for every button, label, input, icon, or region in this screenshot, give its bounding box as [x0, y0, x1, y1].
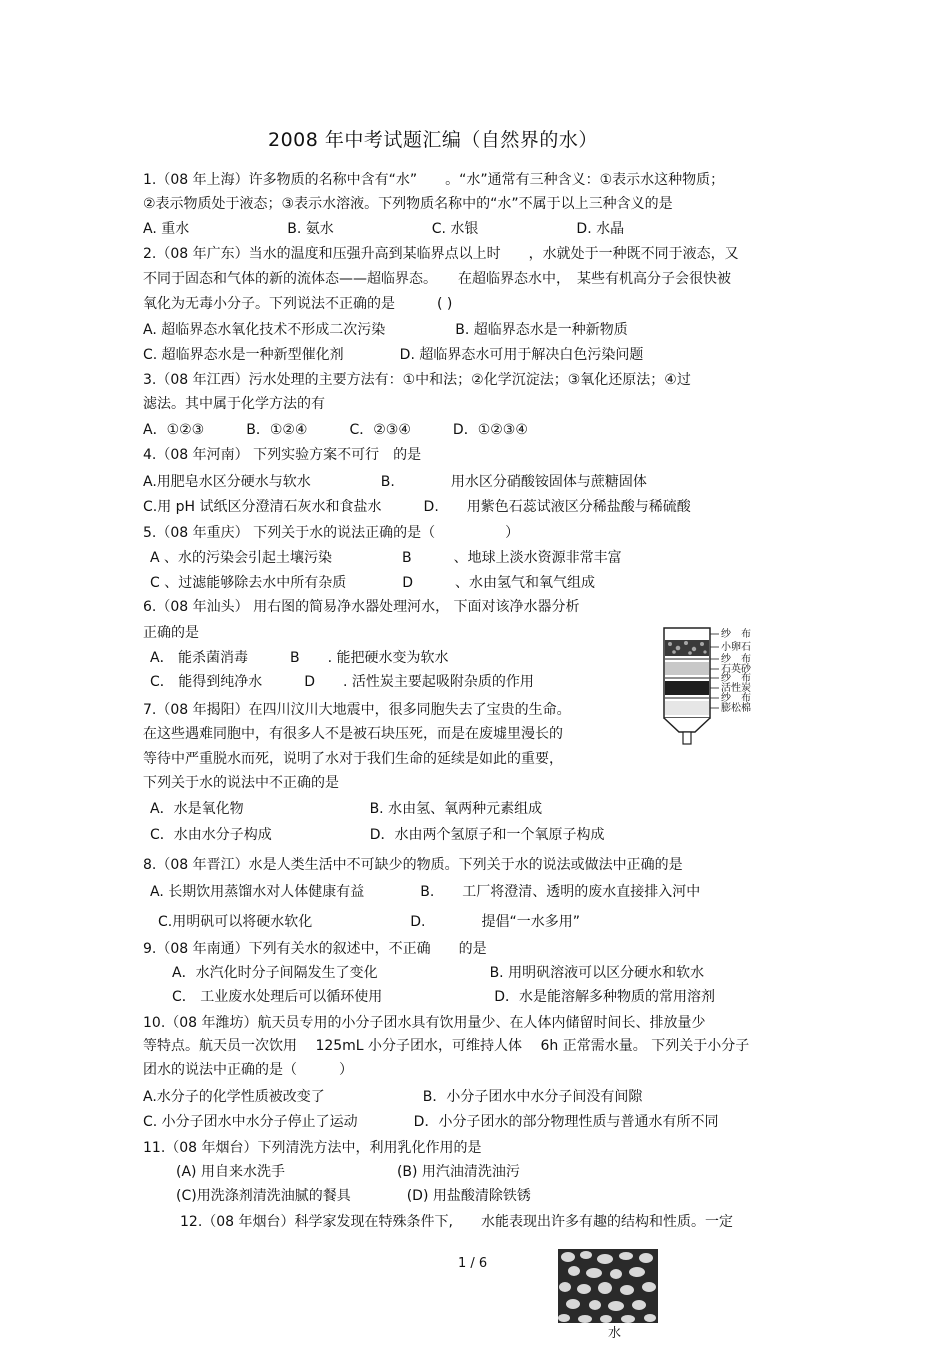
question-8-options-ab: A. 长期饮用蒸馏水对人体健康有益 B. 工厂将澄清、透明的废水直接排入河中	[150, 884, 701, 900]
question-2-line-2: 不同于固态和气体的新的流体态——超临界态。 在超临界态水中， 某些有机高分子会很快被	[143, 271, 731, 287]
question-1-line-2: ②表示物质处于液态；③表示水溶液。下列物质名称中的“水”不属于以上三种含义的是	[143, 196, 673, 212]
question-5-options-cd: C 、过滤能够除去水中所有杂质 D 、水由氢气和氧气组成	[150, 575, 596, 591]
filter-label-cotton: 膨松棉	[721, 703, 751, 714]
image-caption: 水	[608, 1326, 622, 1341]
question-9-stem: 9.（08 年南通）下列有关水的叙述中，不正确 的是	[143, 941, 487, 957]
question-5-options-ab: A 、水的污染会引起土壤污染 B 、地球上淡水资源非常丰富	[150, 550, 622, 566]
question-5-stem: 5.（08 年重庆） 下列关于水的说法正确的是（ ）	[143, 525, 520, 541]
question-2-options-ab: A. 超临界态水氧化技术不形成二次污染 B. 超临界态水是一种新物质	[143, 322, 628, 338]
page-title: 2008 年中考试题汇编（自然界的水）	[268, 129, 598, 151]
question-7-line-4: 下列关于水的说法中不正确的是	[143, 775, 339, 791]
question-6-line-2: 正确的是	[143, 625, 199, 641]
question-2-line-1: 2.（08 年广东）当水的温度和压强升高到某临界点以上时 ，水就处于一种既不同于液态，又	[143, 246, 739, 262]
water-structure-texture	[558, 1249, 658, 1323]
water-filter-drawing	[655, 622, 775, 752]
question-1-options: A. 重水 B. 氨水 C. 水银 D. 水晶	[143, 221, 625, 237]
question-3-line-1: 3.（08 年江西）污水处理的主要方法有：①中和法；②化学沉淀法；③氧化还原法；④过	[143, 372, 691, 388]
question-8-options-cd: C.用明矾可以将硬水软化 D. 提倡“一水多用”	[158, 914, 580, 930]
question-10-options-cd: C. 小分子团水中水分子停止了运动 D．小分子团水的部分物理性质与普通水有所不同	[143, 1114, 719, 1130]
question-9-options-cd: C． 工业废水处理后可以循环使用 D．水是能溶解多种物质的常用溶剂	[172, 989, 716, 1005]
question-6-options-ab: A． 能杀菌消毒 B . 能把硬水变为软水	[150, 650, 449, 666]
filter-label-pebbles: 小卵石	[721, 642, 751, 653]
filter-label-gauze-4: 纱 布	[721, 693, 751, 704]
question-4-options-ab: A.用肥皂水区分硬水与软水 B. 用水区分硝酸铵固体与蔗糖固体	[143, 474, 647, 490]
question-7-line-1: 7.（08 年揭阳）在四川汶川大地震中，很多同胞失去了宝贵的生命。	[143, 702, 571, 718]
filter-label-activated-carbon: 活性炭	[721, 683, 751, 694]
question-4-stem: 4.（08 年河南） 下列实验方案不可行 的是	[143, 447, 422, 463]
question-10-options-ab: A.水分子的化学性质被改变了 B．小分子团水中水分子间没有间隙	[143, 1089, 643, 1105]
filter-label-gauze-2: 纱 布	[721, 654, 751, 665]
filter-label-quartz-sand: 石英砂	[721, 664, 751, 675]
question-2-options-cd: C. 超临界态水是一种新型催化剂 D. 超临界态水可用于解决白色污染问题	[143, 347, 644, 363]
question-4-options-cd: C.用 pH 试纸区分澄清石灰水和食盐水 D. 用紫色石蕊试液区分稀盐酸与稀硫酸	[143, 499, 691, 515]
filter-label-gauze-3: 纱 布	[721, 673, 751, 684]
question-6-options-cd: C． 能得到纯净水 D . 活性炭主要起吸附杂质的作用	[150, 674, 534, 690]
filter-label-gauze-1: 纱 布	[721, 629, 751, 640]
question-7-options-cd: C．水由水分子构成 D．水由两个氢原子和一个氧原子构成	[150, 827, 605, 843]
question-10-line-1: 10.（08 年潍坊）航天员专用的小分子团水具有饮用量少、在人体内储留时间长、排放量少	[143, 1015, 706, 1031]
question-11-options-ab: (A) 用自来水洗手 (B) 用汽油清洗油污	[176, 1164, 520, 1180]
question-3-options: A．①②③ B．①②④ C．②③④ D．①②③④	[143, 422, 528, 438]
water-filter-diagram	[655, 622, 775, 752]
question-3-line-2: 滤法。其中属于化学方法的有	[143, 396, 325, 412]
water-structure-image	[558, 1249, 658, 1323]
page-number: 1 / 6	[458, 1256, 488, 1271]
question-2-line-3: 氧化为无毒小分子。下列说法不正确的是 ( )	[143, 296, 453, 312]
question-10-line-3: 团水的说法中正确的是（ ）	[143, 1062, 353, 1078]
question-7-line-2: 在这些遇难同胞中，有很多人不是被石块压死，而是在废墟里漫长的	[143, 726, 563, 742]
question-7-options-ab: A．水是氧化物 B. 水由氢、氧两种元素组成	[150, 801, 543, 817]
question-11-options-cd: (C)用洗涤剂清洗油腻的餐具 (D) 用盐酸清除铁锈	[176, 1188, 531, 1204]
question-10-line-2: 等特点。航天员一次饮用 125mL 小分子团水，可维持人体 6h 正常需水量。 下列关于小分子	[143, 1038, 750, 1054]
question-9-options-ab: A．水汽化时分子间隔发生了变化 B. 用明矾溶液可以区分硬水和软水	[172, 965, 705, 981]
question-7-line-3: 等待中严重脱水而死，说明了水对于我们生命的延续是如此的重要，	[143, 751, 563, 767]
question-6-line-1: 6.（08 年汕头） 用右图的简易净水器处理河水， 下面对该净水器分析	[143, 599, 580, 615]
question-11-stem: 11.（08 年烟台）下列清洗方法中，利用乳化作用的是	[143, 1140, 482, 1156]
question-8-stem: 8.（08 年晋江）水是人类生活中不可缺少的物质。下列关于水的说法或做法中正确的是	[143, 857, 683, 873]
question-1-line-1: 1.（08 年上海）许多物质的名称中含有“水” 。“水”通常有三种含义：①表示水这种物质；	[143, 172, 725, 188]
question-12-line-1: 12.（08 年烟台）科学家发现在特殊条件下, 水能表现出许多有趣的结构和性质。一定	[180, 1214, 733, 1230]
